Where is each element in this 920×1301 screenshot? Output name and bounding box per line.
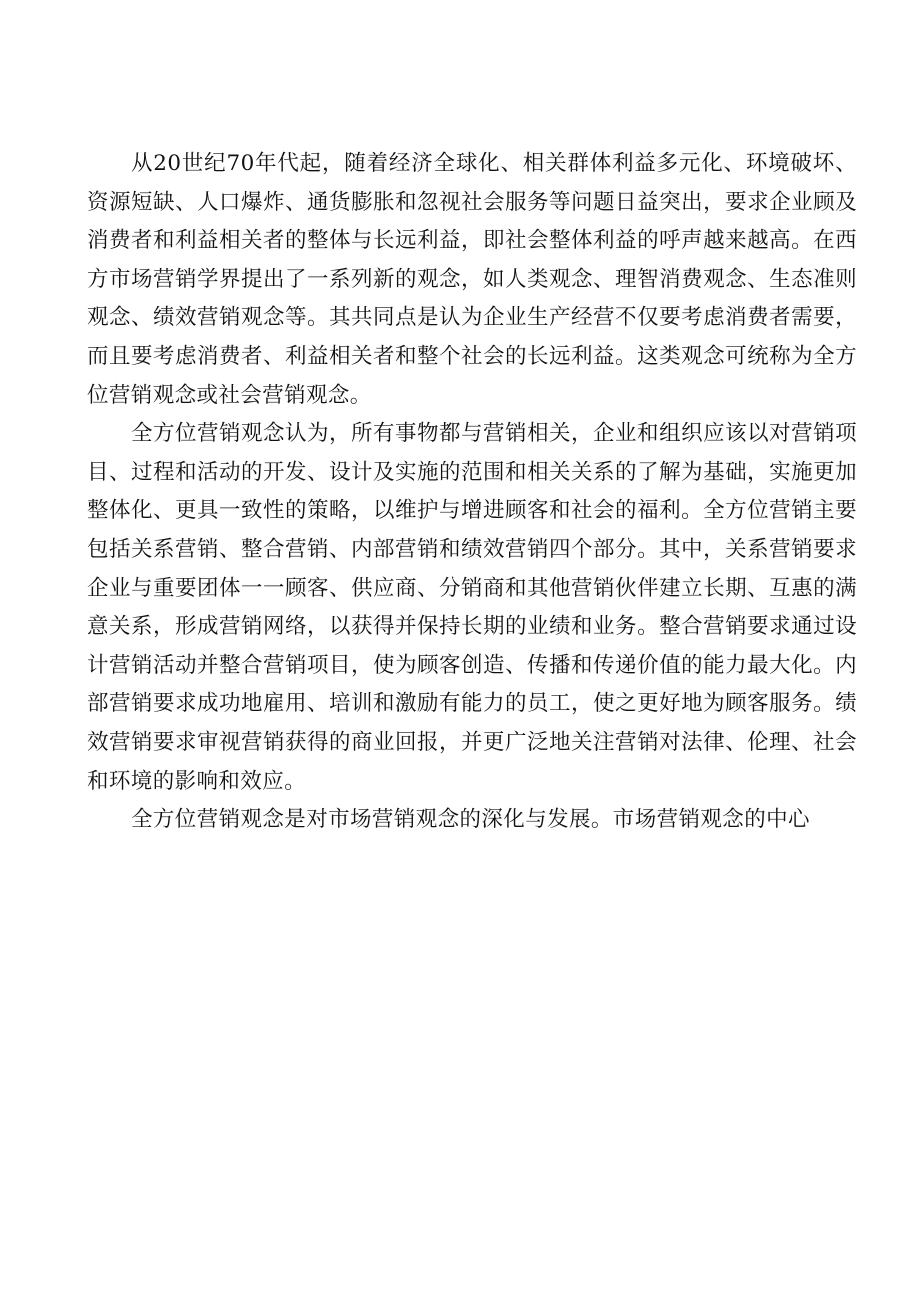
- paragraph-1: 从20世纪70年代起，随着经济全球化、相关群体利益多元化、环境破坏、资源短缺、人口爆炸、通货膨胀和忽视社会服务等问题日益突出，要求企业顾及消费者和利益相关者的整体与长远利益，即社会整体利益的呼声越来越高。在西方市场营销学界提出了一系列新的观念，如人类观念、理智消费观念、生态准则观念、绩效营销观念等。其共同点是认为企业生产经营不仅要考虑消费者需要，而且要考虑消费者、利益相关者和整个社会的长远利益。这类观念可统称为全方位营销观念或社会营销观念。: [87, 151, 857, 408]
- paragraph-3: 全方位营销观念是对市场营销观念的深化与发展。市场营销观念的中心: [131, 807, 810, 833]
- paragraph-2: 全方位营销观念认为，所有事物都与营销相关，企业和组织应该以对营销项目、过程和活动的开发、设计及实施的范围和相关关系的了解为基础，实施更加整体化、更具一致性的策略，以维护与增进顾客和社会的福利。全方位营销主要包括关系营销、整合营销、内部营销和绩效营销四个部分。其中，关系营销要求企业与重要团体一一顾客、供应商、分销商和其他营销伙伴建立长期、互惠的满意关系，形成营销网络，以获得并保持长期的业绩和业务。整合营销要求通过设计营销活动并整合营销项目，使为顾客创造、传播和传递价值的能力最大化。内部营销要求成功地雇用、培训和激励有能力的员工，使之更好地为顾客服务。绩效营销要求审视营销获得的商业回报，并更广泛地关注营销对法律、伦理、社会和环境的影响和效应。: [87, 421, 857, 794]
- body-text: [87, 145, 857, 840]
